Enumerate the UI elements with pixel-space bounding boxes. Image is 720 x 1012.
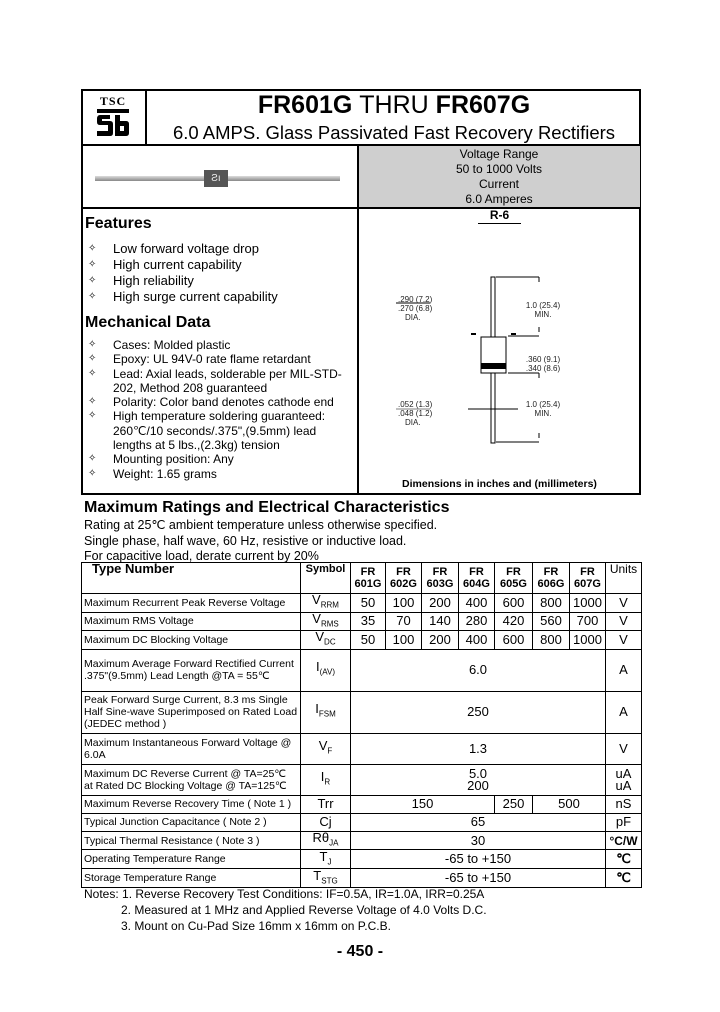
param: Peak Forward Surge Current, 8.3 ms Single Half Sine-wave Superimposed on Rated Load (JEDEC method ) (82, 691, 301, 733)
value: 800 (533, 631, 570, 650)
table-row (82, 631, 642, 650)
table-row (82, 831, 642, 850)
header-units: Units (606, 563, 642, 594)
value: 5.0 200 (351, 764, 606, 795)
unit: V (606, 733, 642, 764)
value: 140 (422, 612, 459, 631)
param: Typical Thermal Resistance ( Note 3 ) (82, 831, 301, 850)
value: 200 (422, 631, 459, 650)
value: 6.0 (351, 649, 606, 691)
voltage-label: Voltage Range (459, 147, 539, 161)
param: Storage Temperature Range (82, 869, 301, 888)
param: Maximum DC Blocking Voltage (82, 631, 301, 650)
value: 600 (495, 594, 533, 613)
table-row (82, 733, 642, 764)
list-item: ✧ High current capability (85, 257, 355, 273)
unit: ℃ (606, 869, 642, 888)
table-row (82, 850, 642, 869)
value: 250 (351, 691, 606, 733)
value: 1000 (570, 631, 606, 650)
ratings-note: Single phase, half wave, 60 Hz, resistive or inductive load. (84, 534, 407, 548)
note: 2. Measured at 1 MHz and Applied Reverse Voltage of 4.0 Volts D.C. (121, 903, 487, 917)
list-item: ✧ Lead: Axial leads, solderable per MIL-STD-202, Method 208 guaranteed (85, 367, 350, 396)
logo-text: TSC (99, 94, 127, 108)
table-row (82, 813, 642, 831)
value: 560 (533, 612, 570, 631)
list-item: ✧ High surge current capability (85, 289, 355, 305)
symbol: Cj (301, 813, 351, 831)
value: 30 (351, 831, 606, 850)
list-item: ✧ High reliability (85, 273, 355, 289)
param: Maximum Recurrent Peak Reverse Voltage (82, 594, 301, 613)
value: 70 (386, 612, 422, 631)
param: Typical Junction Capacitance ( Note 2 ) (82, 813, 301, 831)
lead-length-label-2: 1.0 (25.4) MIN. (525, 400, 561, 418)
table-row (82, 795, 642, 813)
ratings-note: For capacitive load, derate current by 20% (84, 549, 319, 563)
value: 1000 (570, 594, 606, 613)
header-type-number: Type Number (82, 563, 301, 594)
header-part: FR 604G (459, 563, 495, 594)
value: 280 (459, 612, 495, 631)
page-number: - 450 - (336, 943, 384, 960)
table-row (82, 649, 642, 691)
symbol: $T_J$ (301, 850, 351, 869)
symbol: $I_{(AV)}$ (301, 649, 351, 691)
header-part: FR 605G (495, 563, 533, 594)
unit: ℃ (606, 850, 642, 869)
list-item: ✧ Mounting position: Any (85, 452, 350, 466)
value: 400 (459, 594, 495, 613)
body-length-label: .360 (9.1) .340 (8.6) (525, 355, 561, 373)
unit: A (606, 649, 642, 691)
param: Maximum RMS Voltage (82, 612, 301, 631)
value: 700 (570, 612, 606, 631)
unit: °C/W (606, 831, 642, 850)
notes (84, 886, 487, 934)
list-item: ✧ Weight: 1.65 grams (85, 467, 350, 481)
ratings-section (84, 499, 639, 563)
header-part: FR 603G (422, 563, 459, 594)
table-row (82, 691, 642, 733)
table-row (82, 764, 642, 795)
value: 250 (495, 795, 533, 813)
symbol: $I_R$ (301, 764, 351, 795)
value: 800 (533, 594, 570, 613)
value: 50 (351, 631, 386, 650)
value: 100 (386, 631, 422, 650)
symbol: $V_{RMS}$ (301, 612, 351, 631)
value: 500 (533, 795, 606, 813)
table-row (82, 594, 642, 613)
unit: V (606, 594, 642, 613)
tsc-logo (81, 89, 147, 145)
page-subtitle: 6.0 AMPS. Glass Passivated Fast Recovery Rectifiers (172, 122, 616, 143)
value: 600 (495, 631, 533, 650)
table-header-row (82, 563, 642, 594)
features-section (85, 215, 355, 481)
value: -65 to +150 (351, 869, 606, 888)
symbol: $I_{FSM}$ (301, 691, 351, 733)
value: 1.3 (351, 733, 606, 764)
value: 400 (459, 631, 495, 650)
value: 200 (422, 594, 459, 613)
features-title: Features (85, 215, 152, 232)
list-item: ✧ Polarity: Color band denotes cathode end (85, 395, 350, 409)
ratings-table (81, 562, 642, 888)
symbol: $V_{DC}$ (301, 631, 351, 650)
diode-body-icon: Ƨı (204, 170, 228, 187)
unit: V (606, 612, 642, 631)
unit: uA uA (606, 764, 642, 795)
note: 3. Mount on Cu-Pad Size 16mm x 16mm on P.C.B. (121, 919, 391, 933)
value: 50 (351, 594, 386, 613)
current-value: 6.0 Amperes (465, 192, 533, 206)
value: 35 (351, 612, 386, 631)
list-item: ✧ Epoxy: UL 94V-0 rate flame retardant (85, 352, 350, 366)
symbol: $R\theta_{JA}$ (301, 831, 351, 850)
value: 150 (351, 795, 495, 813)
body-diameter-label: .290 (7.2) .270 (6.8) DIA. (398, 295, 433, 322)
header-part: FR 607G (570, 563, 606, 594)
value: 420 (495, 612, 533, 631)
diode-outline-icon (358, 208, 641, 494)
note: Notes: 1. Reverse Recovery Test Conditions: IF=0.5A, IR=1.0A, IRR=0.25A (84, 887, 485, 901)
list-item: ✧ Cases: Molded plastic (85, 338, 350, 352)
table-row (82, 612, 642, 631)
package-diagram (358, 208, 641, 494)
lead-diameter-label: .052 (1.3) .048 (1.2) DIA. (398, 400, 433, 427)
symbol: $V_F$ (301, 733, 351, 764)
param: Operating Temperature Range (82, 850, 301, 869)
symbol: Trr (301, 795, 351, 813)
page-title: FR601G THRU FR607G (257, 91, 531, 119)
voltage-value: 50 to 1000 Volts (455, 162, 543, 176)
ratings-title: Maximum Ratings and Electrical Characteristics (84, 499, 450, 516)
value: 65 (351, 813, 606, 831)
logo-mark-icon (96, 109, 130, 139)
header-part: FR 601G (351, 563, 386, 594)
unit: nS (606, 795, 642, 813)
mechanical-title: Mechanical Data (85, 314, 211, 331)
diagram-caption: Dimensions in inches and (millimeters) (402, 478, 597, 490)
list-item: ✧ High temperature soldering guaranteed: 260℃/10 seconds/.375",(9.5mm) lead lengths at 5 lbs.,(2.3kg) tension (85, 409, 350, 452)
mechanical-list (85, 338, 350, 481)
param: Maximum DC Reverse Current @ TA=25℃ at Rated DC Blocking Voltage @ TA=125℃ (82, 764, 301, 795)
param: Maximum Average Forward Rectified Current .375"(9.5mm) Lead Length @TA = 55℃ (82, 649, 301, 691)
value: -65 to +150 (351, 850, 606, 869)
package-name: R-6 (489, 208, 510, 222)
specs-box (358, 146, 640, 207)
symbol: $T_{STG}$ (301, 869, 351, 888)
unit: A (606, 691, 642, 733)
lead-length-label: 1.0 (25.4) MIN. (525, 301, 561, 319)
current-label: Current (478, 177, 519, 191)
header-part: FR 602G (386, 563, 422, 594)
unit: pF (606, 813, 642, 831)
header-symbol: Symbol (301, 563, 351, 594)
param: Maximum Reverse Recovery Time ( Note 1 ) (82, 795, 301, 813)
param: Maximum Instantaneous Forward Voltage @ 6.0A (82, 733, 301, 764)
ratings-note: Rating at 25℃ ambient temperature unless otherwise specified. (84, 518, 438, 532)
header-part: FR 606G (533, 563, 570, 594)
symbol: $V_{RRM}$ (301, 594, 351, 613)
features-list (85, 241, 355, 305)
list-item: ✧ Low forward voltage drop (85, 241, 355, 257)
value: 100 (386, 594, 422, 613)
unit: V (606, 631, 642, 650)
